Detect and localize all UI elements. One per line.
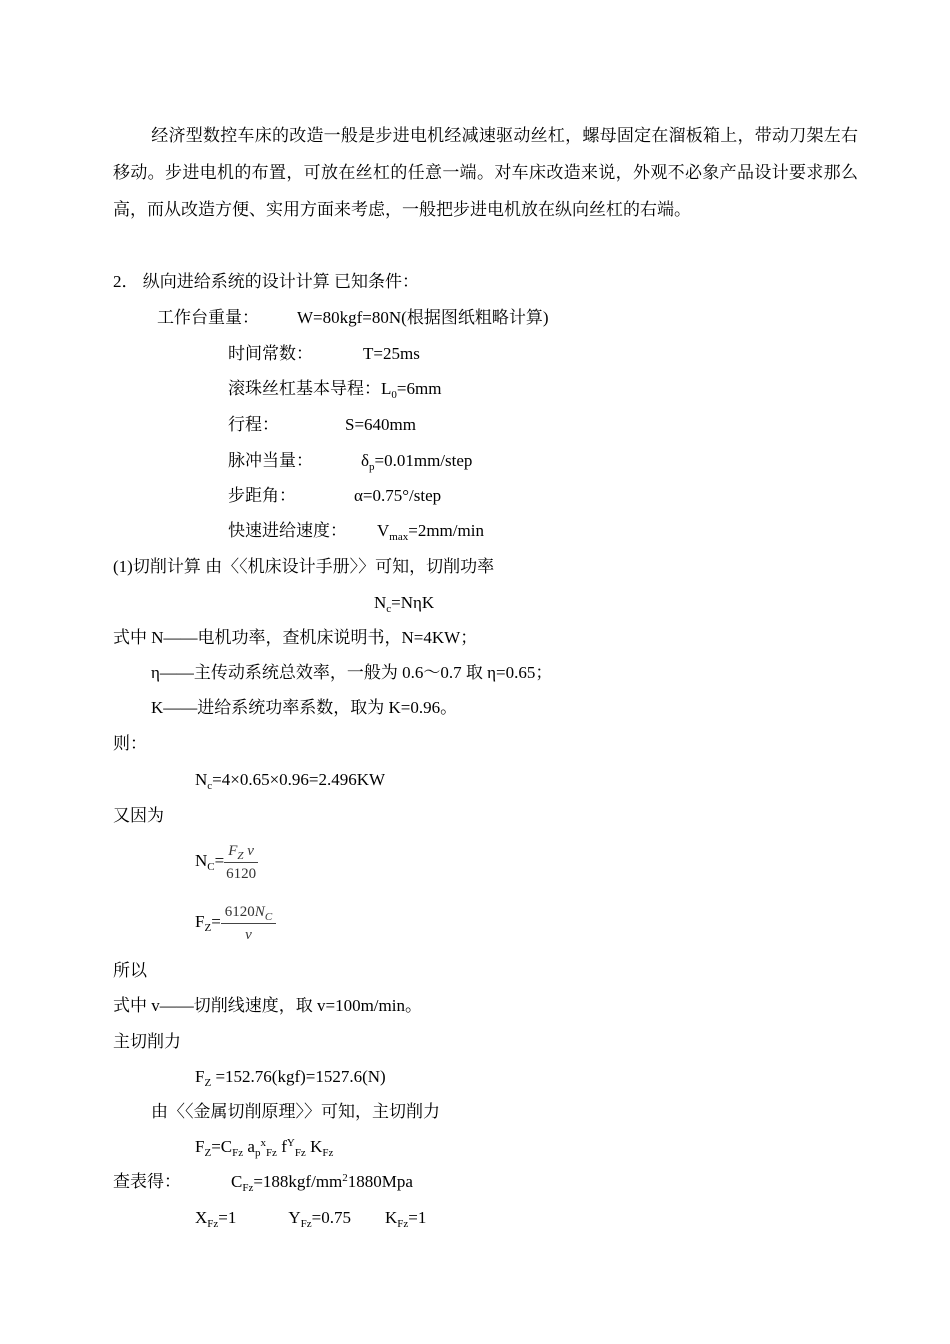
where-coefficient: K——进给系统功率系数，取为 K=0.96。	[151, 698, 458, 717]
main-force-label: 主切削力	[113, 1032, 181, 1051]
nc-fraction: $\frac{F_Z v}{6120}$	[226, 842, 257, 882]
fz-fraction-formula: $F_Z=$ $\frac{6120N_C}{v}$	[195, 899, 276, 945]
table-lookup-line: 查表得： $C_{Fz}=188kgf/mm^21880Mpa$	[113, 1172, 413, 1194]
nc-fraction-formula: $N_C=$ $\frac{F_Z v}{6120}$	[195, 842, 257, 882]
power-formula: $N_c=N\eta K$	[374, 593, 435, 615]
then-label: 则：	[113, 734, 147, 753]
power-result: $N_c=4\times 0.65\times 0.96=2.496KW$	[195, 770, 386, 792]
given-step-angle: 步距角： α=0.75°/step	[228, 486, 442, 505]
section-heading: 2． 纵向进给系统的设计计算 已知条件：	[113, 272, 419, 291]
also-label: 又因为	[113, 806, 164, 825]
given-pulse-equivalent: 脉冲当量： $\delta_p=0.01mm$/step	[228, 451, 473, 473]
so-label: 所以	[113, 961, 147, 980]
from-book-line: 由〈〈金属切削原理〉〉可知，主切削力	[151, 1102, 440, 1121]
fz-fraction: $\frac{6120N_C}{v}$	[221, 903, 276, 944]
given-lead: 滚珠丝杠基本导程：$L_0=6mm$	[228, 379, 442, 401]
given-rapid-feed: 快速进给速度： $V_{max}=2mm/\min$	[228, 521, 484, 543]
exponent-values: $X_{Fz}=1$ $Y_{Fz}=0.75$ $K_{Fz}=1$	[195, 1208, 427, 1230]
intro-paragraph: 经济型数控车床的改造一般是步进电机经减速驱动丝杠，螺母固定在溜板箱上，带动刀架左右移动。步进电机的布置，可放在丝杠的任意一端。对车床改造来说，外观不必象产品设计要求那么高，而从改造方便、实用方面来考虑，一般把步进电机放在纵向丝杠的右端。	[113, 126, 858, 219]
where-efficiency: η——主传动系统总效率，一般为 0.6～0.7 取 η=0.65；	[151, 663, 553, 682]
fz-value: $F_Z =152.76(kgf)=1527.6(N)$	[195, 1067, 386, 1089]
given-weight: 工作台重量： W=80kgf=80N(根据图纸粗略计算)	[157, 308, 549, 327]
where-velocity: 式中 v——切削线速度，取 v=100m/min。	[113, 996, 422, 1015]
given-time-constant: 时间常数： T=25ms	[228, 344, 420, 363]
where-motor-power: 式中 N——电机功率，查机床说明书，N=4KW；	[113, 628, 478, 647]
cutting-heading: (1)切削计算 由〈〈机床设计手册〉〉可知，切削功率	[113, 557, 495, 576]
force-empirical-formula: $F_Z=C_{Fz}$ $a_p^x_{Fz}$ $f^Y_{Fz}$ $K_{Fz}$	[195, 1137, 334, 1159]
given-stroke: 行程： S=640mm	[228, 415, 416, 434]
